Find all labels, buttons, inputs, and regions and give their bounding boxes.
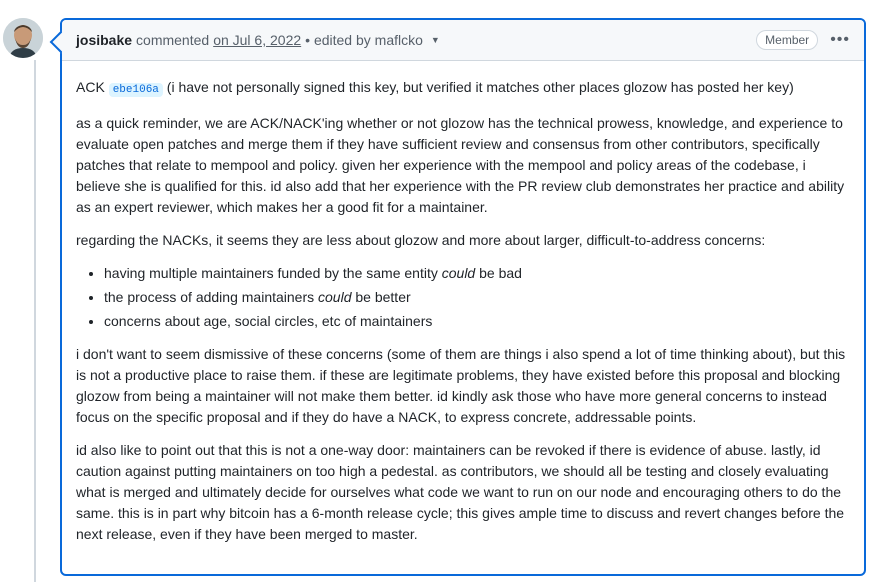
list-item-emphasis: could <box>441 265 476 281</box>
comment-verb: commented <box>136 32 210 48</box>
one-way-door-paragraph: id also like to point out that this is not a one-way door: maintainers can be revoked if there is evidence of abuse. lastly, id caution against putting maintainers on too high a pedestal. as contributors, we should all be testing and closely evaluating what is merged and ultimately decide for ourselves what code we want to run on our node and encouraging others to do the same. this is in part why bitcoin has a 6-month release cycle; this gives ample time to discuss and revert changes before the next release, even if they have been merged to master. <box>76 442 845 542</box>
reminder-paragraph: as a quick reminder, we are ACK/NACK'ing whether or not glozow has the technical prowess, knowledge, and experience to evaluate open patches and merge them if they have sufficient review and consensus from other contributors, specifically patches that relate to mempool and policy. given her experience with the mempool and policy areas of the codebase, i believe she is qualified for this. id also add that her experience with the PR review club demonstrates her practice and ability as an expert reviewer, which makes her a good fit for a maintainer. <box>76 115 845 215</box>
concerns-list <box>76 263 850 332</box>
ack-paragraph <box>76 77 850 101</box>
member-badge: Member <box>756 30 818 50</box>
list-item-text-end: be bad <box>475 265 522 281</box>
kebab-menu-icon[interactable]: ••• <box>830 31 850 48</box>
list-item-text: concerns about age, social circles, etc of maintainers <box>104 313 433 329</box>
list-item-emphasis: could <box>318 289 352 305</box>
comment-body <box>62 61 864 545</box>
ack-note: (i have not personally signed this key, but verified it matches other places glozow has posted her key) <box>166 79 794 95</box>
commit-link[interactable]: ebe106a <box>109 83 163 97</box>
chevron-down-icon[interactable]: ▼ <box>430 35 440 45</box>
avatar[interactable] <box>3 18 43 58</box>
dismissive-paragraph: i don't want to seem dismissive of these concerns (some of them are things i also spend a lot of time thinking about), but this is not a productive place to raise them. if these are legitimate problems, they have existed before this proposal and blocking glozow from being a maintainer will not make them better. id kindly ask those who have more general concerns to instead focus on the specific proposal and if they do have a NACK, to express concrete, addressable points. <box>76 346 846 425</box>
list-item-text: the process of adding maintainers <box>104 289 319 305</box>
author-link[interactable]: josibake <box>76 32 133 48</box>
timeline-line <box>34 60 36 582</box>
list-item <box>104 287 850 308</box>
avatar-image <box>3 18 43 58</box>
ack-label: ACK <box>76 79 105 95</box>
nacks-paragraph: regarding the NACKs, it seems they are less about glozow and more about larger, difficult-to-address concerns: <box>76 232 766 248</box>
edited-by-dropdown[interactable]: • edited by maflcko <box>305 32 423 48</box>
comment-box <box>60 18 866 576</box>
list-item-text-end: be better <box>351 289 411 305</box>
list-item-text: having multiple maintainers funded by the same entity <box>104 265 442 281</box>
comment-date-link[interactable]: on Jul 6, 2022 <box>213 32 302 48</box>
list-item <box>104 311 850 332</box>
list-item <box>104 263 850 284</box>
comment-header <box>62 20 864 61</box>
